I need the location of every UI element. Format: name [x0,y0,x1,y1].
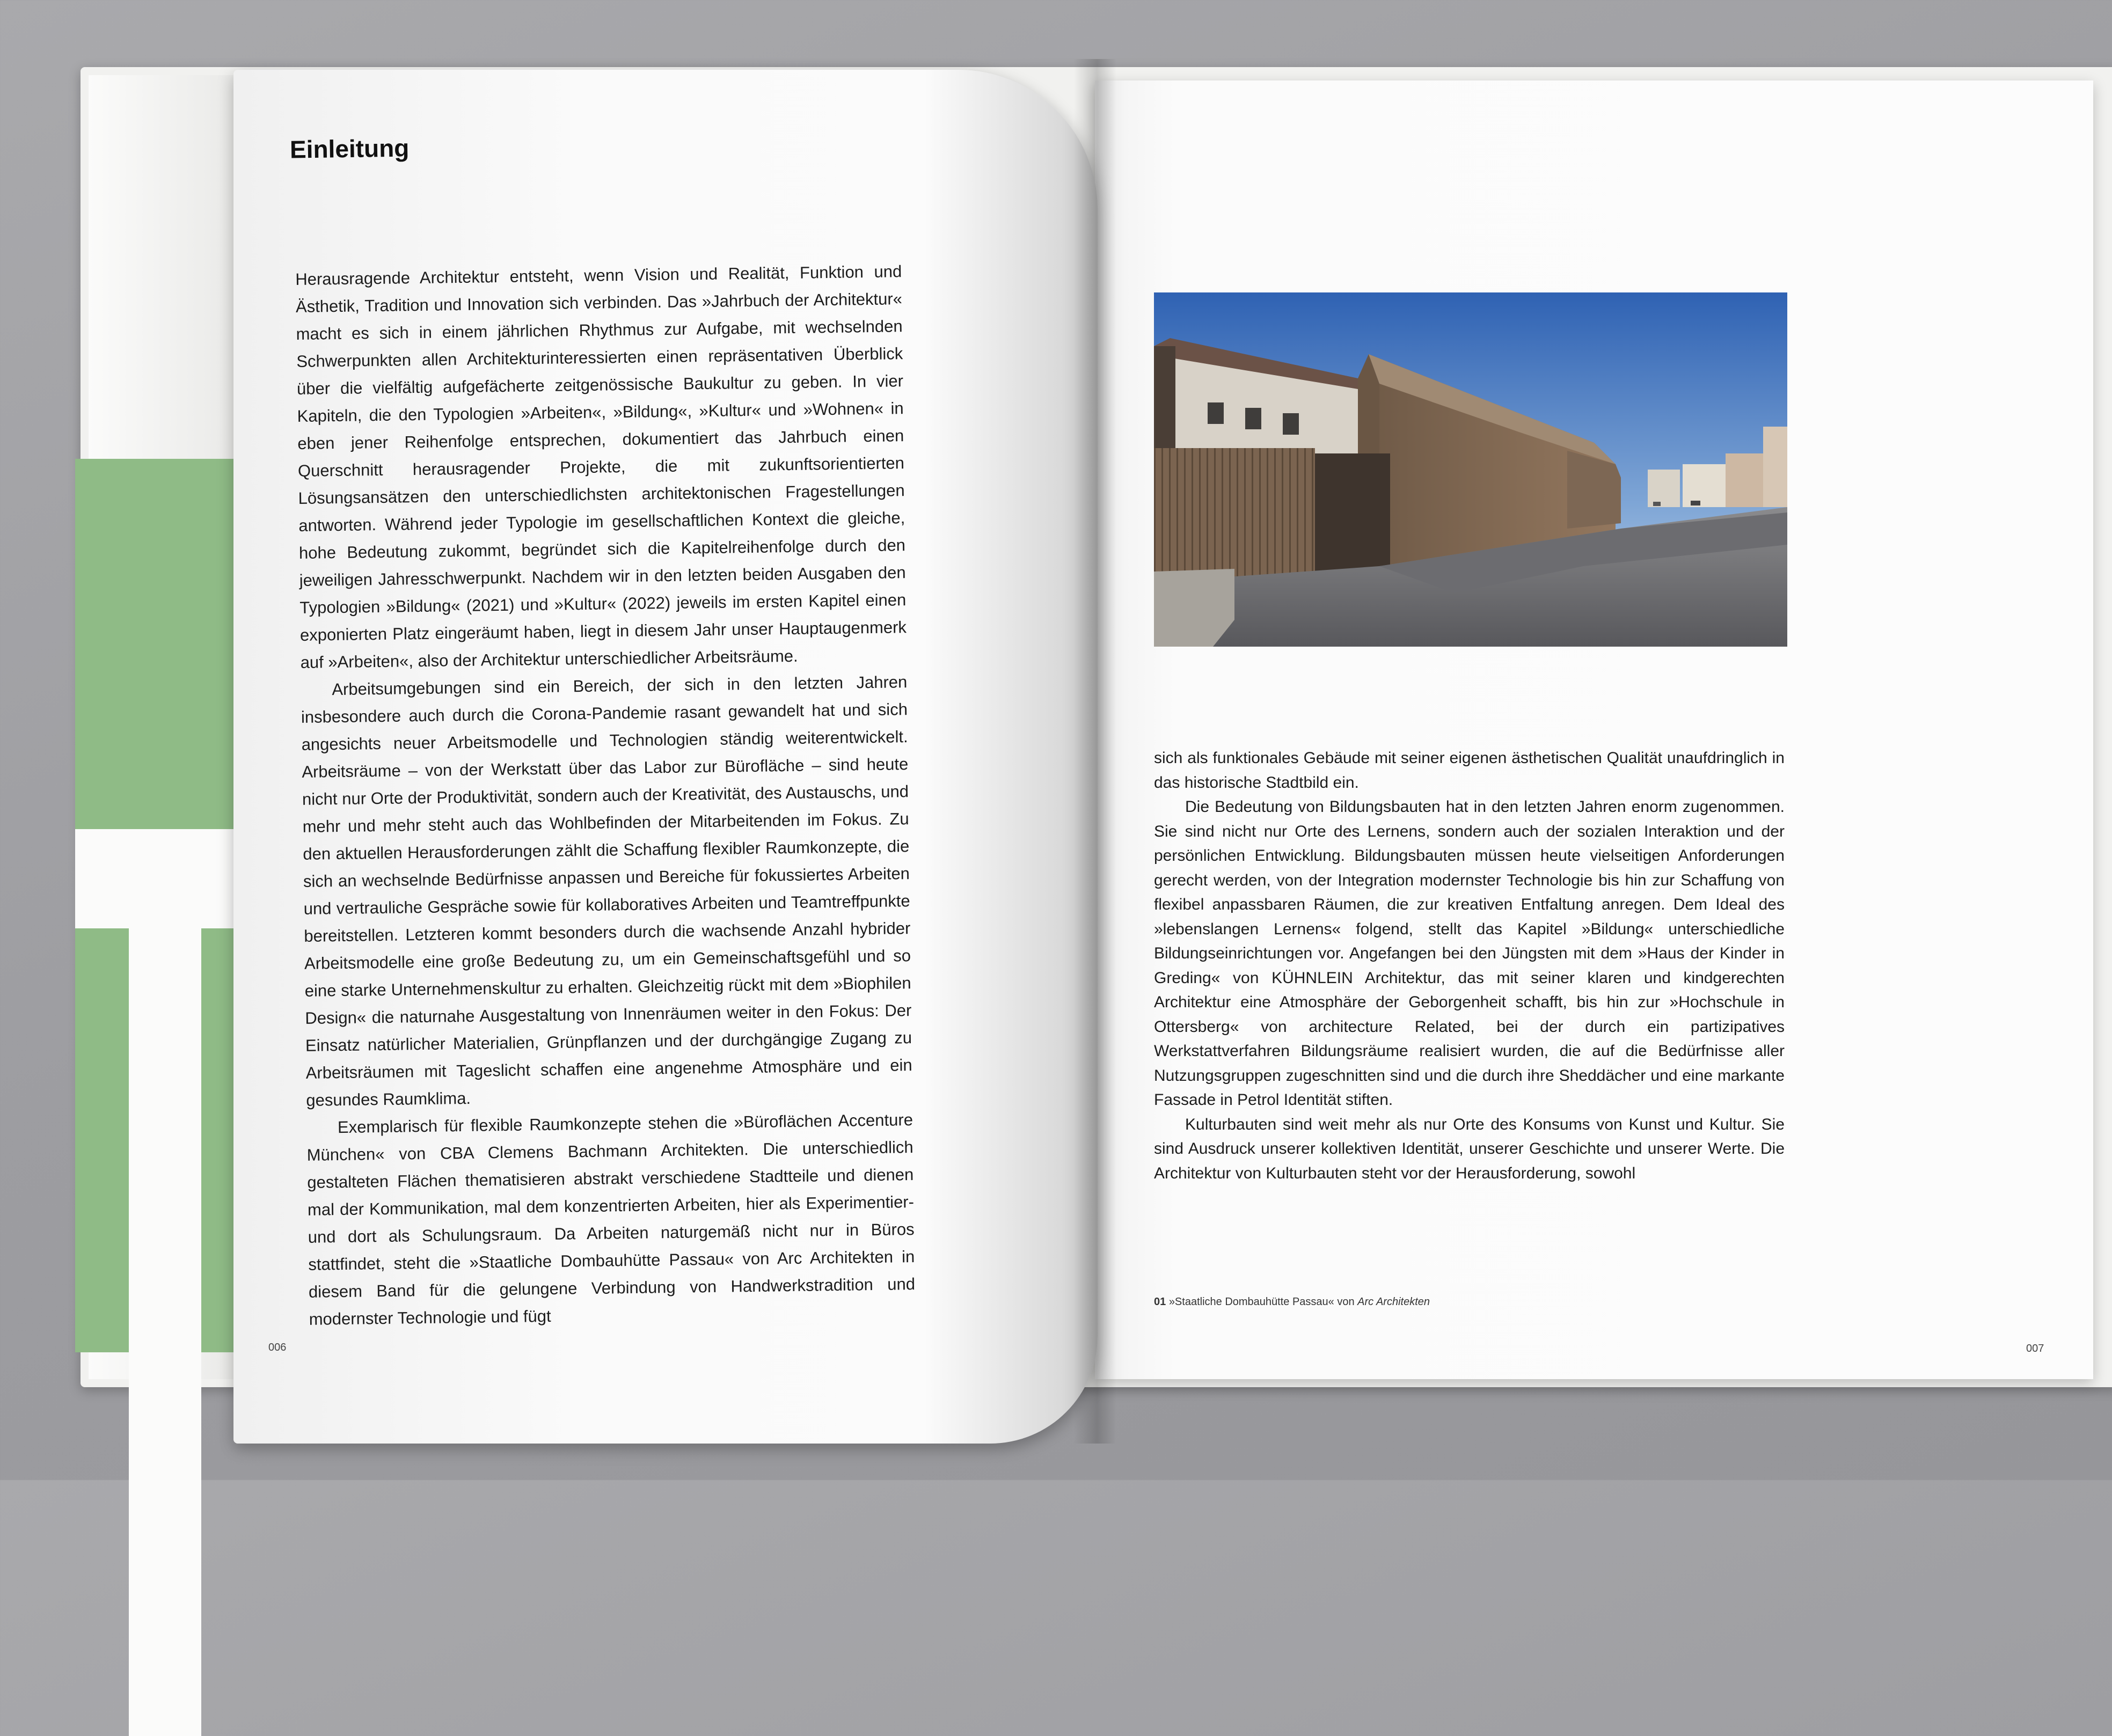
page-title: Einleitung [289,134,410,164]
photo-caption [1154,1296,1430,1308]
tab-logo-vertical [129,845,201,1736]
paragraph: Arbeitsumgebungen sind ein Bereich, der sich in den letzten Jahren insbesondere auch durch die Corona-Pandemie rasant gewandelt hat und sich angesichts neuer Arbeitsmodelle und Technologien ständig weiterentwickelt. Arbeitsräume – von der Werkstatt über das Labor zur Bürofläche – sind heute nicht nur Orte der Produktivität, sondern auch der Kreativität, des Austauschs, und mehr und mehr steht auch das Wohlbefinden der Mitarbeitenden im Fokus. Zu den aktuellen Herausforderungen zählt die Schaffung flexibler Raumkonzepte, die sich an wechselnde Bedürfnisse anpassen und Bereiche für fokussiertes Arbeiten und vertrauliche Gespräche sowie für kollaboratives Arbeiten und Teamtreffpunkte bereitstellen. Letzteren kommt besonders durch die wachsende Anzahl hybrider Arbeitsmodelle eine große Bedeutung zu, um ein Gemeinschaftsgefühl und so eine starke Unternehmenskultur zu erhalten. Gleichzeitig rückt mit dem »Biophilen Design« die naturnahe Ausgestaltung von Innenräumen weiter in den Fokus: Der Einsatz natürlicher Materialien, Grünpflanzen und der durchgängige Zugang zu Arbeitsräumen mit Tageslicht schaffen eine angenehme Atmosphäre und ein gesundes Raumklima. [301,672,912,1110]
paragraph: Die Bedeutung von Bildungsbauten hat in den letzten Jahren enorm zugenommen. Sie sind nicht nur Orte des Lernens, sondern auch der sozialen Interaktion und der persönlichen Entwicklung. Bildungsbauten müssen heute vielseitigen Anforderungen gerecht werden, von der Integration modernster Technologie bis hin zur Schaffung von flexibel anpassbaren Räumen, die zur kreativen Entfaltung anregen. Dem Ideal des »lebenslangen Lernens« folgend, stellt das Kapitel »Bildung« unterschiedliche Bildungseinrichtungen vor. Angefangen bei den Jüngsten mit dem »Haus der Kinder in Greding« von KÜHNLEIN Architektur, das mit seiner klaren und kindgerechten Architektur eine Atmosphäre der Geborgenheit schafft, bis hin zur »Hochschule in Ottersberg« von architecture Related, bei der durch ein partizipatives Werkstattverfahren Bildungsräume realisiert wurden, die auf die Bedürfnisse aller Nutzungsgruppen zugeschnitten sind und die durch ihre Sheddächer und eine markante Fassade in Petrol Identität stiften. [1154,798,1785,1109]
page-number-left: 006 [268,1342,287,1353]
caption-number: 01 [1154,1296,1166,1308]
page-number-right: 007 [2026,1343,2044,1354]
building-photo [1154,292,1787,647]
paragraph: Herausragende Architektur entsteht, wenn Vision und Realität, Funktion und Ästhetik, Tradition und Innovation sich verbinden. Das »Jahrbuch der Architektur« macht es sich in einem jährlichen Rhythmus zur Aufgabe, mit wechselnden Schwerpunkten allen Architekturinteressierten einen repräsentativen Überblick über die vielfältig aufgefächerte zeitgenössische Baukultur zu geben. In vier Kapiteln, die den Typologien »Arbeiten«, »Bildung«, »Kultur« und »Wohnen« in eben jener Reihenfolge entsprechen, dokumentiert das Jahrbuch einen Querschnitt herausragender Projekte, die mit zukunftsorientierten Lösungsansätzen den unterschiedlichsten architektonischen Fragestellungen antworten. Während jeder Typologie im gesellschaftlichen Kontext die gleiche, hohe Bedeutung zukommt, begründet sich die Kapitelreihenfolge durch den jeweiligen Jahresschwerpunkt. Nachdem wir in den letzten beiden Ausgaben den Typologien »Bildung« (2021) und »Kultur« (2022) jeweils im ersten Kapitel einen exponierten Platz eingeräumt haben, liegt in diesem Jahr unser Hauptaugenmerk auf »Arbeiten«, also der Architektur unterschiedlicher Arbeitsräume. [295,262,907,672]
photo-illustration [1154,292,1787,647]
paragraph: Kulturbauten sind weit mehr als nur Orte des Konsums von Kunst und Kultur. Sie sind Ausdruck unserer kollektiven Identität, unserer Geschichte und unserer Werte. Die Architektur von Kulturbauten steht vor der Herausforderung, sowohl [1154,1115,1785,1182]
green-chapter-tab [75,459,258,1352]
caption-text: »Staatliche Dombauhütte Passau« von [1168,1296,1355,1308]
caption-author: Arc Architekten [1357,1296,1430,1308]
left-text-column [295,258,916,1333]
right-text-column [1154,746,1785,1185]
paragraph: sich als funktionales Gebäude mit seiner eigenen ästhetischen Qualität unaufdringlich in das historische Stadtbild ein. [1154,749,1785,792]
book-gutter-shadow [1073,59,1116,1444]
paragraph: Exemplarisch für flexible Raumkonzepte stehen die »Büroflächen Accenture München« von CBA Clemens Bachmann Architekten. Die unterschiedlich gestalteten Flächen thematisieren abstrakt verschiedene Stadtteile und dienen mal der Kommunikation, mal dem konzentrierten Arbeiten, hier als Experimentier- und dort als Schulungsraum. Da Arbeiten naturgemäß nicht nur in Büros stattfindet, steht die »Staatliche Dombauhütte Passau« von Arc Architekten in diesem Band für die gelungene Verbindung von Handwerkstradition und modernster Technologie und fügt [306,1110,916,1329]
